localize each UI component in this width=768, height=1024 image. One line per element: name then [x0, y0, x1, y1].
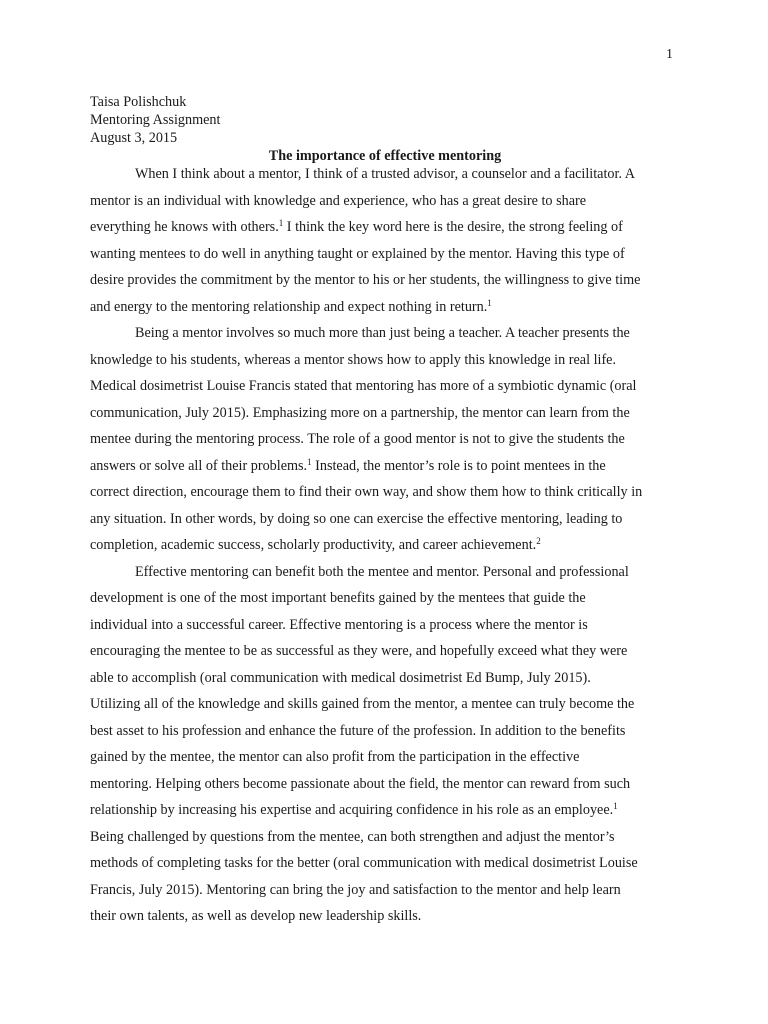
- document-date: August 3, 2015: [90, 130, 178, 146]
- citation-superscript: 1: [613, 801, 618, 811]
- citation-superscript: 1: [307, 456, 312, 467]
- paragraph: [90, 563, 680, 934]
- line-text: answers or solve all of their problems.: [90, 457, 308, 474]
- line-text: completion, academic success, scholarly productivity, and career achievement.: [90, 537, 537, 553]
- paragraph: [90, 324, 680, 563]
- paragraph-line: [90, 801, 680, 828]
- paragraph-line: able to accomplish (oral communication with medical dosimetrist Ed Bump, July 2015).: [90, 669, 591, 686]
- author-name: Taisa Polishchuk: [90, 94, 187, 110]
- citation-superscript: 1: [278, 218, 284, 228]
- citation-superscript: 1: [487, 297, 492, 308]
- paragraph-line: mentoring. Helping others become passionate about the field, the mentor can reward from such: [90, 775, 631, 792]
- paragraph-line: Francis, July 2015). Mentoring can bring the joy and satisfaction to the mentor and help learn: [90, 881, 621, 898]
- paragraph-line: mentee during the mentoring process. The role of a good mentor is not to give the students the: [90, 431, 625, 447]
- paragraph-line: Medical dosimetrist Louise Francis stated that mentoring has more of a symbiotic dynamic (oral: [90, 378, 637, 394]
- paragraph-line: development is one of the most important benefits gained by the mentees that guide the: [90, 590, 586, 606]
- paragraph-line: their own talents, as well as develop new leadership skills.: [90, 908, 422, 924]
- paragraph-line: correct direction, encourage them to find their own way, and show them how to think critically in: [90, 484, 643, 500]
- citation-superscript: 2: [536, 536, 541, 546]
- paragraph-line: Effective mentoring can benefit both the mentee and mentor. Personal and professional: [135, 563, 629, 580]
- paragraph-line: methods of completing tasks for the better (oral communication with medical dosimetrist Louise: [90, 855, 638, 871]
- paragraph-line: Being a mentor involves so much more than just being a teacher. A teacher presents the: [135, 325, 630, 341]
- paragraph-line: desire provides the commitment by the mentor to his or her students, the willingness to give time: [90, 272, 641, 288]
- paragraph-line: gained by the mentee, the mentor can also profit from the participation in the effective: [90, 749, 580, 765]
- paragraph-line: When I think about a mentor, I think of a trusted advisor, a counselor and a facilitator. A: [135, 166, 636, 182]
- paragraph-line: [90, 536, 680, 563]
- paragraph-line: individual into a successful career. Effective mentoring is a process where the mentor is: [90, 616, 588, 633]
- document-body: [90, 165, 680, 934]
- paragraph-line: encouraging the mentee to be as successful as they were, and hopefully exceed what they were: [90, 643, 628, 659]
- paragraph-line: [90, 457, 680, 484]
- paragraph-line: knowledge to his students, whereas a mentor shows how to apply this knowledge in real life.: [90, 351, 617, 368]
- line-text: everything he knows with others.: [90, 219, 279, 235]
- paragraph-line: Utilizing all of the knowledge and skills gained from the mentor, a mentee can truly become the: [90, 696, 635, 712]
- paragraph-line: Being challenged by questions from the mentee, can both strengthen and adjust the mentor’s: [90, 828, 615, 845]
- paragraph-line: any situation. In other words, by doing so one can exercise the effective mentoring, leading to: [90, 510, 623, 527]
- paragraph-line: [90, 298, 680, 325]
- paragraph-line: wanting mentees to do well in anything taught or explained by the mentor. Having this type of: [90, 245, 625, 262]
- line-text: Instead, the mentor’s role is to point mentees in the: [311, 457, 606, 474]
- paragraph-line: communication, July 2015). Emphasizing more on a partnership, the mentor can learn from the: [90, 404, 630, 421]
- paragraph-line: mentor is an individual with knowledge and experience, who has a great desire to share: [90, 192, 587, 209]
- line-text: and energy to the mentoring relationship and expect nothing in return.: [90, 298, 488, 315]
- line-text: I think the key word here is the desire, the strong feeling of: [283, 219, 623, 235]
- assignment-name: Mentoring Assignment: [90, 112, 221, 128]
- document-title: The importance of effective mentoring: [268, 148, 502, 164]
- line-text: relationship by increasing his expertise and acquiring confidence in his role as an employee.: [90, 802, 614, 818]
- document-header: [90, 93, 680, 147]
- paragraph: [90, 165, 680, 324]
- page-number: 1: [666, 47, 673, 62]
- paragraph-line: [90, 218, 680, 245]
- paragraph-line: best asset to his profession and enhance the future of the profession. In addition to the benefits: [90, 722, 626, 739]
